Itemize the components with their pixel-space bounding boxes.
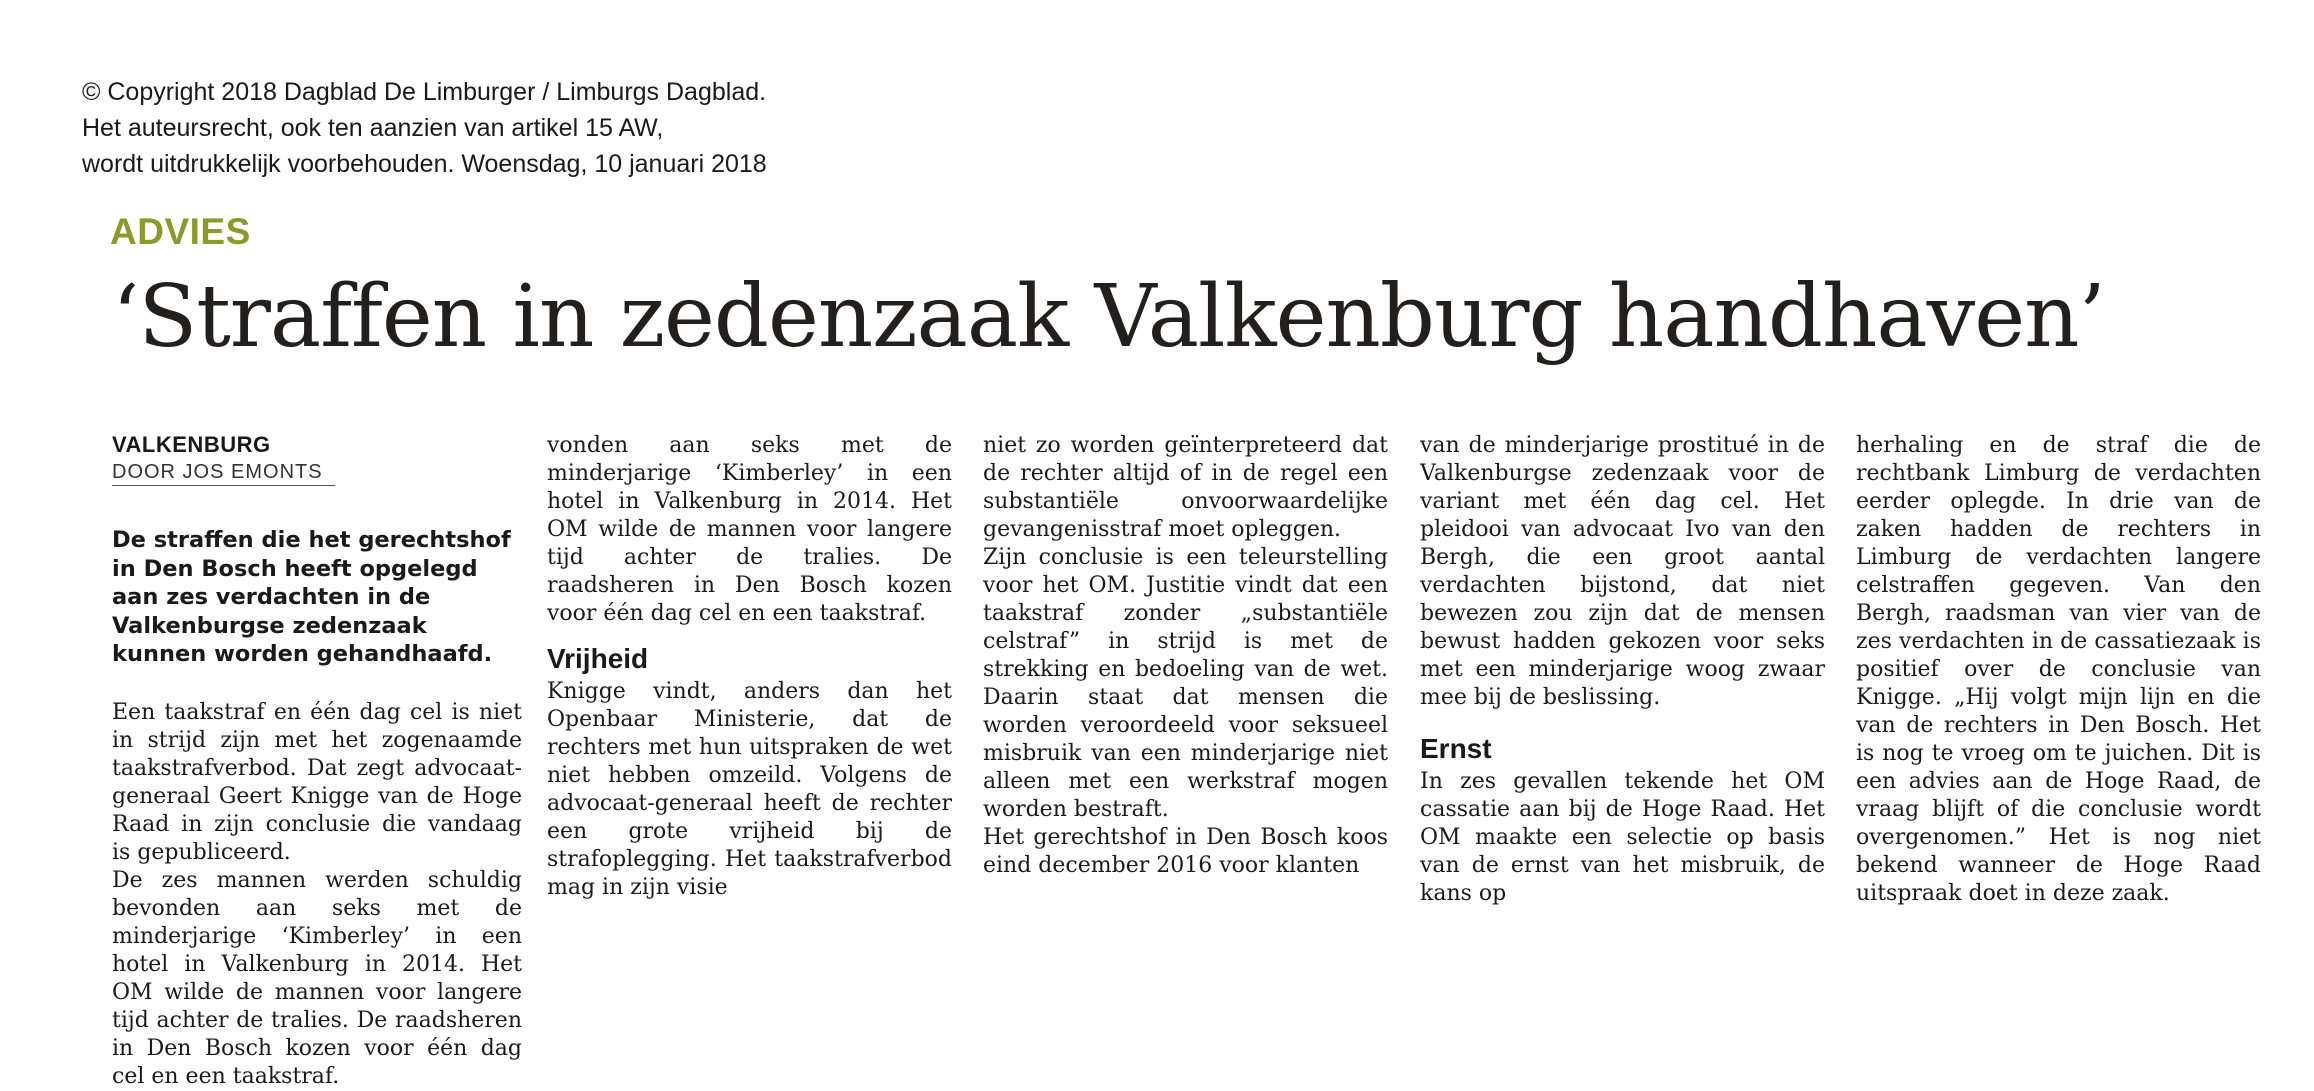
copyright-line-3: wordt uitdrukkelijk voorbehouden. Woensdag, 10 januari 2018 xyxy=(82,150,767,178)
article-column-4 xyxy=(1420,432,1825,908)
subhead-ernst: Ernst xyxy=(1420,733,1492,764)
body-paragraph-continued: van de minderjarige prostitué in de Valkenburgse zedenzaak voor de variant met één dag cel. Het pleidooi van advocaat Ivo van den Bergh, die een groot aantal verdachten bijstond, dat niet bewezen zou zijn dat de mensen bewust hadden gekozen voor seks met een minderjarige woog zwaar mee bij de beslissing. xyxy=(1420,433,1825,710)
body-paragraph: Zijn conclusie is een teleurstelling voor het OM. Justitie vindt dat een taakstraf zonder „substantiële celstraf” in strijd is met de strekking en bedoeling van de wet. Daarin staat dat mensen die worden veroordeeld voor seksueel misbruik van een minderjarige niet alleen met een werkstraf mogen worden bestraft. xyxy=(983,545,1388,822)
body-paragraph: Een taakstraf en één dag cel is niet in strijd zijn met het zogenaamde taakstrafverbod. Dat zegt advocaat-generaal Geert Knigge van de Hoge Raad in zijn conclusie die vandaag is gepubliceerd. xyxy=(112,699,522,865)
article-kicker: ADVIES xyxy=(110,211,251,252)
copyright-line-2: Het auteursrecht, ook ten aanzien van artikel 15 AW, xyxy=(82,114,664,142)
article-column-2 xyxy=(547,432,952,902)
byline: DOOR JOS EMONTS xyxy=(112,459,335,486)
article-column-5 xyxy=(1856,432,2261,908)
body-paragraph: Het gerechtshof in Den Bosch koos eind december 2016 voor klanten xyxy=(983,825,1388,878)
copyright-notice xyxy=(82,74,767,182)
article-column-1 xyxy=(112,432,522,1089)
body-paragraph-continued: niet zo worden geïnterpreteerd dat de rechter altijd of in de regel een substantiële onvoorwaardelijke gevangenisstraf moet opleggen. xyxy=(983,433,1388,542)
body-paragraph-continued: vonden aan seks met de minderjarige ‘Kimberley’ in een hotel in Valkenburg in 2014. Het OM wilde de mannen voor langere tijd achter de tralies. De raadsheren in Den Bosch kozen voor één dag cel en een taakstraf. xyxy=(547,433,952,626)
body-paragraph: Knigge vindt, anders dan het Openbaar Ministerie, dat de rechters met hun uitspraken de wet niet hebben omzeild. Volgens de advocaat-generaal heeft de rechter een grote vrijheid bij de strafoplegging. Het taakstrafverbod mag in zijn visie xyxy=(547,679,952,900)
subhead-vrijheid: Vrijheid xyxy=(547,643,649,674)
article-headline: ‘Straffen in zedenzaak Valkenburg handhaven’ xyxy=(112,267,2105,367)
copyright-line-1: © Copyright 2018 Dagblad De Limburger / Limburgs Dagblad. xyxy=(82,78,767,106)
body-paragraph: In zes gevallen tekende het OM cassatie aan bij de Hoge Raad. Het OM maakte een selectie op basis van de ernst van het misbruik, de kans op xyxy=(1420,769,1825,906)
body-paragraph: De zes mannen werden schuldig bevonden aan seks met de minderjarige ‘Kimberley’ in een hotel in Valkenburg in 2014. Het OM wilde de mannen voor langere tijd achter de tralies. De raadsheren in Den Bosch kozen voor één dag cel en een taakstraf. xyxy=(112,867,522,1089)
article-column-3 xyxy=(983,432,1388,880)
article-lead: De straffen die het gerechtshof in Den Bosch heeft opgelegd aan zes verdachten in de Valkenburgse zedenzaak kunnen worden gehandhaafd. xyxy=(112,527,511,667)
body-paragraph-continued: herhaling en de straf die de rechtbank Limburg de verdachten eerder oplegde. In drie van de zaken hadden de rechters in Limburg de verdachten langere celstraffen gegeven. Van den Bergh, raadsman van vier van de zes verdachten in de cassatiezaak is positief over de conclusie van Knigge. „Hij volgt mijn lijn en die van de rechters in Den Bosch. Het is nog te vroeg om te juichen. Dit is een advies aan de Hoge Raad, de vraag blijft of die conclusie wordt overgenomen.” Het is nog niet bekend wanneer de Hoge Raad uitspraak doet in deze zaak. xyxy=(1856,433,2261,906)
dateline: VALKENBURG xyxy=(112,432,271,457)
